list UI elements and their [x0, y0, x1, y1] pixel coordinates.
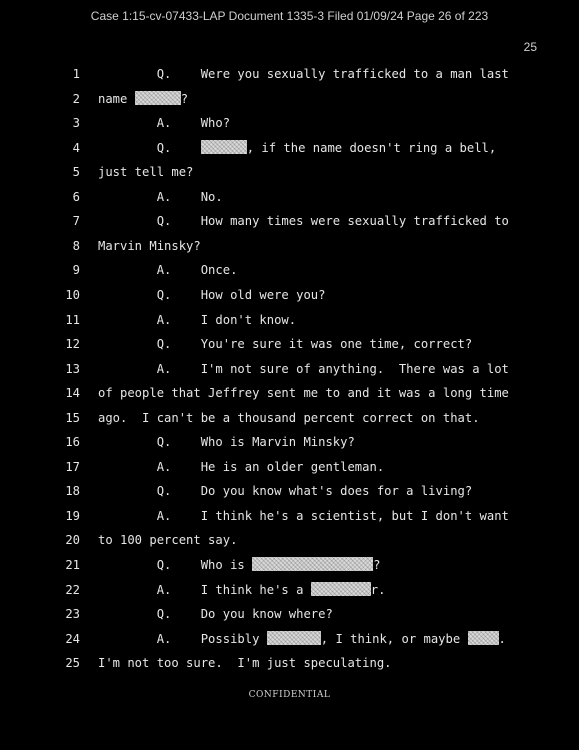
transcript-line	[0, 62, 579, 86]
line-number: 23	[65, 607, 80, 622]
transcript-line	[0, 234, 579, 258]
line-text	[98, 234, 201, 258]
line-text	[98, 283, 325, 307]
line-number: 19	[65, 508, 80, 523]
line-number: 20	[65, 533, 80, 548]
text-segment: Q. Do you know what's does for a living?	[98, 484, 473, 499]
line-text	[98, 504, 509, 528]
transcript-line	[0, 258, 579, 282]
page-number: 25	[523, 40, 537, 54]
line-text	[98, 87, 188, 111]
line-text	[98, 479, 472, 503]
text-segment: I'm not too sure. I'm just speculating.	[98, 656, 392, 671]
transcript-line	[0, 209, 579, 233]
transcript-line	[0, 578, 579, 602]
redaction-block	[135, 91, 181, 105]
transcript-line	[0, 504, 579, 528]
transcript-line	[0, 381, 579, 405]
line-text	[98, 357, 509, 381]
line-number: 16	[65, 435, 80, 450]
text-segment: A. I don't know.	[98, 312, 297, 327]
line-number: 17	[65, 459, 80, 474]
line-text	[98, 308, 296, 332]
line-number: 5	[72, 165, 80, 180]
transcript-line	[0, 160, 579, 184]
transcript-line	[0, 283, 579, 307]
line-text	[98, 111, 230, 135]
text-segment: A. I think he's a	[98, 582, 311, 597]
line-text	[98, 406, 480, 430]
transcript-line	[0, 185, 579, 209]
text-segment: A. Who?	[98, 116, 231, 131]
line-number: 10	[65, 287, 80, 302]
text-segment: A. I think he's a scientist, but I don't want	[98, 508, 509, 523]
line-number: 6	[72, 189, 80, 204]
text-segment: Q. Were you sexually trafficked to a man last	[98, 67, 509, 81]
line-number: 4	[72, 140, 80, 155]
text-segment: name	[98, 91, 135, 106]
transcript-line	[0, 479, 579, 503]
transcript-line	[0, 308, 579, 332]
transcript-line	[0, 602, 579, 626]
line-number: 1	[72, 67, 80, 81]
transcript-line	[0, 430, 579, 454]
text-segment: A. I'm not sure of anything. There was a lot	[98, 361, 509, 376]
text-segment: ?	[373, 558, 381, 572]
line-text	[98, 455, 384, 479]
line-text	[98, 651, 392, 675]
text-segment: ago. I can't be a thousand percent correct on that.	[98, 410, 480, 425]
transcript-line	[0, 528, 579, 552]
line-number: 12	[65, 337, 80, 352]
transcript-line	[0, 651, 579, 675]
text-segment: , I think, or maybe	[320, 631, 468, 646]
line-text	[98, 62, 509, 86]
redaction-block	[468, 631, 499, 645]
text-segment: Q. Do you know where?	[98, 607, 333, 622]
line-text	[98, 578, 385, 602]
text-segment: just tell me?	[98, 165, 194, 180]
redaction-block	[267, 631, 321, 645]
text-segment: Q. Who is Marvin Minsky?	[98, 435, 355, 450]
line-number: 3	[72, 116, 80, 131]
line-text	[98, 553, 380, 577]
text-segment: Q. How old were you?	[98, 287, 326, 302]
line-text	[98, 332, 472, 356]
text-segment: A. Possibly	[98, 631, 267, 646]
line-number: 25	[65, 656, 80, 671]
line-text	[98, 528, 237, 552]
text-segment: Q. You're sure it was one time, correct?	[98, 337, 473, 352]
case-header: Case 1:15-cv-07433-LAP Document 1335-3 Filed 01/09/24 Page 26 of 223	[90, 9, 489, 23]
text-segment: r.	[370, 582, 386, 597]
transcript-line	[0, 111, 579, 135]
line-text	[98, 627, 506, 651]
text-segment: , if the name doesn't ring a bell,	[246, 140, 497, 155]
transcript-line	[0, 553, 579, 577]
line-number: 13	[65, 361, 80, 376]
line-text	[98, 160, 193, 184]
confidential-footer: CONFIDENTIAL	[248, 690, 331, 700]
line-number: 9	[72, 263, 80, 278]
text-segment: A. He is an older gentleman.	[98, 459, 385, 474]
text-segment: Marvin Minsky?	[98, 238, 201, 253]
transcript-line	[0, 332, 579, 356]
line-number: 22	[65, 582, 80, 597]
transcript-line	[0, 357, 579, 381]
line-number: 15	[65, 410, 80, 425]
line-number: 21	[65, 558, 80, 572]
transcript-line	[0, 406, 579, 430]
transcript-line	[0, 87, 579, 111]
line-text	[98, 602, 333, 626]
line-number: 11	[65, 312, 80, 327]
line-number: 8	[72, 238, 80, 253]
transcript-line	[0, 455, 579, 479]
transcript-line	[0, 627, 579, 651]
redaction-block	[311, 582, 371, 596]
line-text	[98, 209, 509, 233]
text-segment: ?	[180, 91, 189, 106]
text-segment: Q. Who is	[98, 558, 253, 572]
transcript-line	[0, 136, 579, 160]
line-number: 24	[65, 631, 80, 646]
redaction-block	[252, 557, 373, 571]
text-segment: A. Once.	[98, 263, 238, 278]
text-segment: .	[498, 631, 506, 646]
text-segment: A. No.	[98, 189, 223, 204]
line-number: 7	[72, 214, 80, 229]
line-text	[98, 430, 355, 454]
line-number: 14	[65, 386, 80, 401]
text-segment: Q.	[98, 140, 201, 155]
line-number: 2	[72, 91, 80, 106]
text-segment: to 100 percent say.	[98, 533, 238, 548]
line-text	[98, 381, 509, 405]
text-segment: Q. How many times were sexually trafficked to	[98, 214, 509, 229]
line-number: 18	[65, 484, 80, 499]
line-text	[98, 136, 496, 160]
line-text	[98, 185, 223, 209]
line-text	[98, 258, 237, 282]
redaction-block	[201, 140, 247, 154]
text-segment: of people that Jeffrey sent me to and it was a long time	[98, 386, 509, 401]
